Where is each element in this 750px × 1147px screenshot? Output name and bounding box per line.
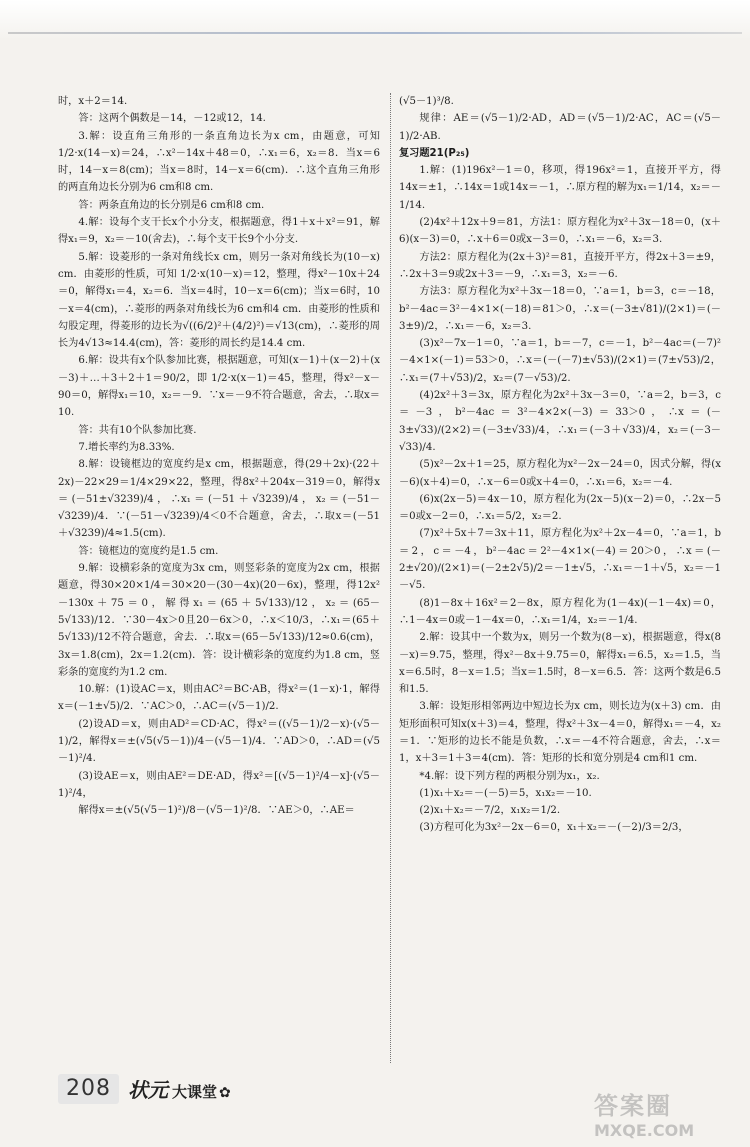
answer-paragraph: (2)设AD＝x，则由AD²＝CD·AC，得x²＝((√5－1)/2－x)·(√5－1)/2，解得x＝±(√5(√5－1))/4－(√5－1)/4．∵AD＞0，∴AD＝(√5－1)²/4. bbox=[58, 718, 380, 765]
answer-paragraph: (3)x²－7x－1＝0，∵a＝1，b＝－7，c＝－1，b²－4ac＝(－7)²－4×1×(－1)＝53＞0，∴x＝(－(－7)±√53)/(2×1)＝(7±√53)/2，∴x₁＝(7＋√53)/2，x₂＝(7－√53)/2. bbox=[399, 338, 721, 384]
answer-paragraph: (5)x²－2x＋1＝25，原方程化为x²－2x－24＝0，因式分解，得(x－6)(x＋4)＝0，∴x－6＝0或x＋4＝0，∴x₁＝6，x₂＝－4. bbox=[399, 459, 721, 488]
answer-paragraph: 2.解：设其中一个数为x，则另一个数为(8－x)，根据题意，得x(8－x)＝9.75，整理，得x²－8x＋9.75＝0，解得x₁＝6.5，x₂＝1.5，当x＝6.5时，8－x＝1.5；当x＝1.5时，8－x＝6.5．答：这两个数是6.5和1.5. bbox=[399, 632, 721, 696]
answer-paragraph: (1)x₁＋x₂＝－(－5)＝5，x₁x₂＝－10. bbox=[419, 787, 592, 799]
answer-paragraph: (√5－1)³/8. bbox=[399, 96, 454, 107]
answer-paragraph: (6)x(2x－5)＝4x－10，原方程化为(2x－5)(x－2)＝0，∴2x－5＝0或x－2＝0，∴x₁＝5/2，x₂＝2. bbox=[399, 493, 721, 523]
watermark-text: 答案圈 bbox=[594, 1092, 672, 1120]
answer-paragraph: (4)2x²＋3＝3x，原方程化为2x²＋3x－3＝0，∵a＝2，b＝3，c＝－3，b²－4ac＝3²－4×2×(－3)＝33＞0，∴x＝(－3±√33)/(2×2)＝(－3±√33)/4，∴x₁＝(－3＋√33)/4，x₂＝(－3－√33)/4. bbox=[399, 390, 721, 453]
answer-paragraph: (2)x₁＋x₂＝－7/2，x₁x₂＝1/2. bbox=[419, 805, 561, 817]
answer-paragraph: 答：共有10个队参加比赛. bbox=[78, 424, 197, 436]
left-column bbox=[58, 93, 380, 1063]
brand-logo-text: 状元 bbox=[128, 1078, 168, 1102]
answer-paragraph: 规律：AE＝(√5－1)/2·AD，AD＝(√5－1)/2·AC，AC＝(√5－1)/2·AB. bbox=[399, 113, 721, 142]
answer-paragraph: (3)设AE＝x，则由AE²＝DE·AD，得x²＝[(√5－1)²/4－x]·(√5－1)²/4， bbox=[58, 770, 380, 799]
answer-paragraph: (3)方程可化为3x²－2x－6＝0，x₁＋x₂＝－(－2)/3＝2/3， bbox=[419, 822, 689, 834]
top-border bbox=[0, 0, 750, 40]
answer-paragraph: 解得x＝±(√5(√5－1)²)/8－(√5－1)²/8．∵AE＞0，∴AE＝ bbox=[78, 805, 355, 817]
answer-paragraph: 方法2：原方程化为(2x＋3)²＝81，直接开平方，得2x＋3＝±9，∴2x＋3＝9或2x＋3＝－9，∴x₁＝3，x₂＝－6. bbox=[399, 251, 721, 280]
answer-paragraph: 3.解：设矩形相邻两边中短边长为x cm，则长边为(x＋3) cm．由矩形面积可知x(x＋3)＝4，整理，得x²＋3x－4＝0，解得x₁＝－4，x₂＝1．∵矩形的边长不能是负数，∴x＝－4不符合题意，舍去，∴x＝1，x＋3＝1＋3＝4(cm)．答：矩形的长和宽分别是4 cm和1 cm. bbox=[399, 701, 721, 765]
answer-paragraph: 时，x＋2＝14. bbox=[58, 96, 128, 107]
brand-logo bbox=[128, 1076, 231, 1104]
answer-paragraph: (2)4x²＋12x＋9＝81，方法1：原方程化为x²＋3x－18＝0，(x＋6)(x－3)＝0，∴x＋6＝0或x－3＝0，∴x₁＝－6，x₂＝3. bbox=[399, 217, 721, 246]
page-number: 208 bbox=[58, 1074, 119, 1104]
answer-paragraph: 答：两条直角边的长分别是6 cm和8 cm. bbox=[78, 199, 265, 211]
answer-paragraph: 5.解：设菱形的一条对角线长x cm，则另一条对角线长为(10－x) cm．由菱形的性质，可知 1/2·x(10－x)＝12，整理，得x²－10x＋24＝0，解得x₁＝4，x₂＝6．当x＝4时，10－x＝6(cm)；当x＝6时，10－x＝4(cm)，∴菱形的两条对角线长为6 cm和4 cm．由菱形的性质和勾股定理，得菱形的边长为√((6/2)²＋(4/2)²)＝√13(cm)，∴菱形的周长为4√13≈14.4(cm)，答：菱形的周长约是14.4 cm. bbox=[58, 251, 380, 350]
watermark bbox=[594, 1086, 744, 1142]
answer-paragraph: 10.解：(1)设AC＝x，则由AC²＝BC·AB，得x²＝(1－x)·1，解得x＝(－1±√5)/2．∵AC＞0，∴AC＝(√5－1)/2. bbox=[58, 684, 380, 713]
answer-paragraph: 8.解：设镜框边的宽度约是x cm，根据题意，得(29＋2x)·(22＋2x)－22×29＝1/4×29×22，整理，得8x²＋204x－319＝0，解得x＝(－51±√3239)/4，∴x₁＝(－51＋√3239)/4，x₂＝(－51－√3239)/4．∵(－51－√3239)/4＜0不合题意，舍去，∴取x＝(－51＋√3239)/4≈1.5(cm). bbox=[58, 459, 380, 540]
column-divider bbox=[390, 93, 391, 1063]
answer-paragraph: 4.解：设每个支干长x个小分支，根据题意，得1＋x＋x²＝91，解得x₁＝9，x₂＝－10(舍去)，∴每个支干长9个小分支. bbox=[58, 217, 380, 246]
star-icon: ✿ bbox=[219, 1085, 231, 1101]
answer-paragraph: *4.解：设下列方程的两根分别为x₁，x₂. bbox=[419, 770, 600, 782]
section-heading: 复习题21(P₂₅) bbox=[399, 147, 470, 159]
answer-paragraph: 7.增长率约为8.33%. bbox=[78, 441, 175, 453]
answer-paragraph: 1.解：(1)196x²－1＝0，移项，得196x²＝1，直接开平方，得14x＝±1，∴14x＝1或14x＝－1，∴原方程的解为x₁＝1/14，x₂＝－1/14. bbox=[399, 165, 721, 211]
answer-paragraph: 答：镜框边的宽度约是1.5 cm. bbox=[78, 545, 219, 557]
watermark-url: MXQE.COM bbox=[594, 1121, 695, 1140]
answer-paragraph: 答：这两个偶数是－14，－12或12，14. bbox=[78, 113, 266, 125]
answer-paragraph: 3.解：设直角三角形的一条直角边长为x cm，由题意，可知 1/2·x(14－x)＝24，∴x²－14x＋48＝0，∴x₁＝6，x₂＝8．当x＝6时，14－x＝8(cm)；当x＝8时，14－x＝6(cm)．∴这个直角三角形的两直角边长分别为6 cm和8 cm. bbox=[58, 130, 380, 194]
answer-paragraph: 9.解：设横彩条的宽度为3x cm，则竖彩条的宽度为2x cm，根据题意，得30×20×1/4＝30×20－(30－4x)(20－6x)，整理，得12x²－130x＋75＝0，解得x₁＝(65＋5√133)/12，x₂＝(65－5√133)/12．∵30－4x＞0且20－6x＞0，∴x＜10/3，∴x₁＝(65＋5√133)/12不符合题意，舍去．∴取x＝(65－5√133)/12≈0.6(cm)，3x＝1.8(cm)，2x＝1.2(cm)．答：设计横彩条的宽度约为1.8 cm，竖彩条的宽度约为1.2 cm. bbox=[58, 563, 380, 678]
answer-paragraph: (7)x²＋5x＋7＝3x＋11，原方程化为x²＋2x－4＝0，∵a＝1，b＝2，c＝－4，b²－4ac＝2²－4×1×(－4)＝20＞0，∴x＝(－2±√20)/(2×1)＝(－2±2√5)/2＝－1±√5，∴x₁＝－1＋√5，x₂＝－1－√5. bbox=[399, 528, 721, 592]
answer-paragraph: 方法3：原方程化为x²＋3x－18＝0，∵a＝1，b＝3，c＝－18，b²－4ac＝3²－4×1×(－18)＝81＞0，∴x＝(－3±√81)/(2×1)＝(－3±9)/2，∴x₁＝－6，x₂＝3. bbox=[399, 286, 721, 332]
answer-paragraph: 6.解：设共有x个队参加比赛，根据题意，可知(x－1)＋(x－2)＋(x－3)＋…＋3＋2＋1＝90/2，即 1/2·x(x－1)＝45，整理，得x²－x－90＝0，解得x₁＝10，x₂＝－9．∵x＝－9不符合题意，舍去，∴取x＝10. bbox=[58, 355, 380, 419]
right-column bbox=[399, 93, 721, 1063]
answer-paragraph: (8)1－8x＋16x²＝2－8x，原方程化为(1－4x)(－1－4x)＝0，∴1－4x＝0或－1－4x＝0，∴x₁＝1/4，x₂＝－1/4. bbox=[399, 597, 721, 626]
answer-page bbox=[58, 93, 721, 1063]
brand-name: 大课堂 bbox=[172, 1083, 218, 1101]
